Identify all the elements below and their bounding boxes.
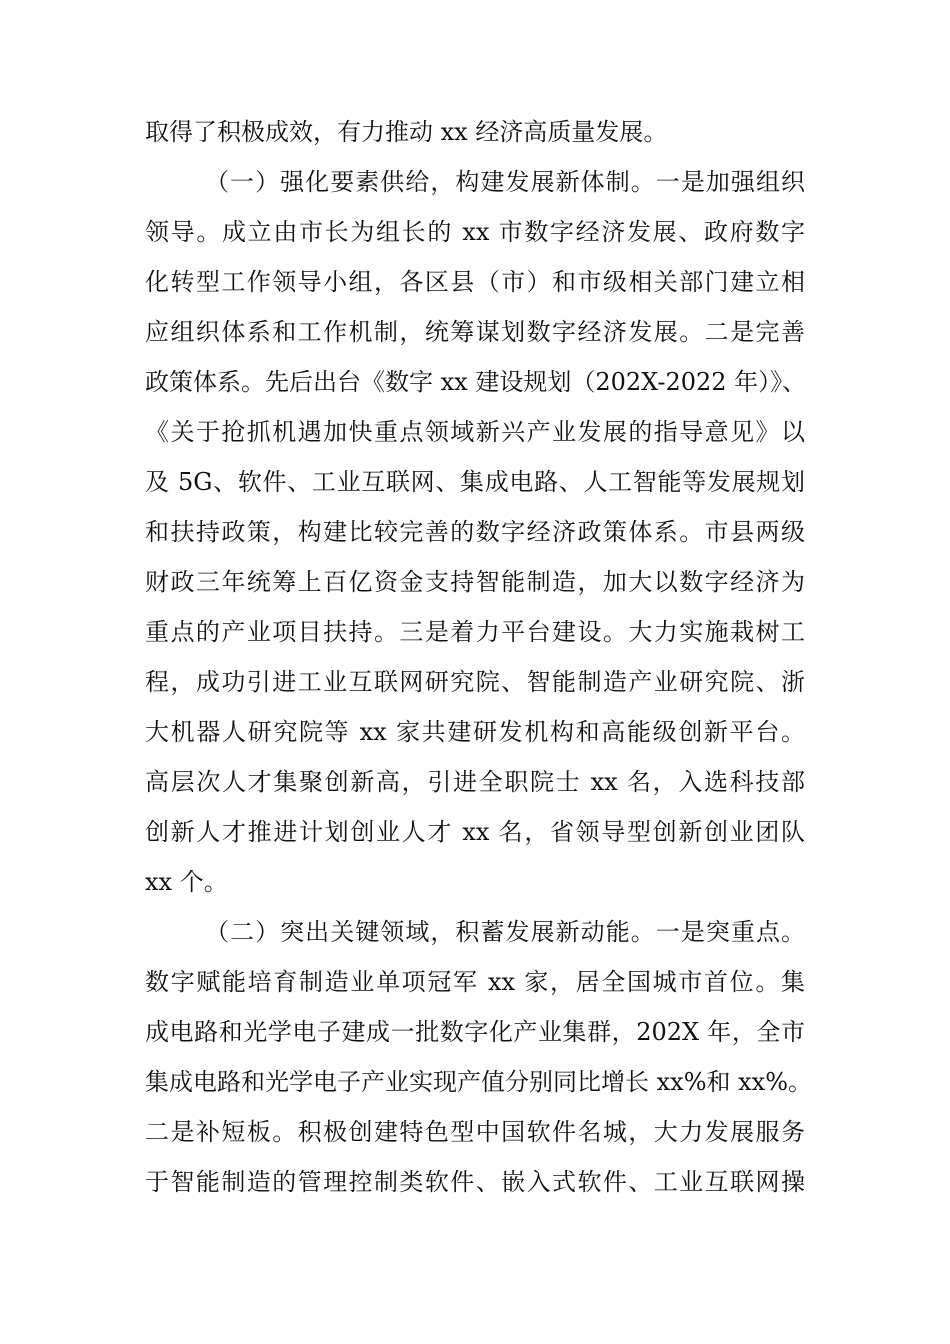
text-line: 及 5G、软件、工业互联网、集成电路、人工智能等发展规划 bbox=[145, 468, 805, 496]
text-line: （二）突出关键领域，积蓄发展新动能。一是突重点。 bbox=[205, 918, 805, 946]
text-line: 重点的产业项目扶持。三是着力平台建设。大力实施栽树工 bbox=[145, 618, 805, 646]
text-line: 成电路和光学电子建成一批数字化产业集群，202X 年，全市 bbox=[145, 1018, 805, 1046]
text-line: 《关于抢抓机遇加快重点领域新兴产业发展的指导意见》以 bbox=[145, 418, 805, 446]
text-line: 高层次人才集聚创新高，引进全职院士 xx 名，入选科技部 bbox=[145, 768, 805, 796]
text-line: 程，成功引进工业互联网研究院、智能制造产业研究院、浙 bbox=[145, 668, 805, 696]
text-line: 政策体系。先后出台《数字 xx 建设规划（202X-2022 年）》、 bbox=[145, 368, 807, 396]
text-line: （一）强化要素供给，构建发展新体制。一是加强组织 bbox=[205, 168, 805, 196]
text-line: 数字赋能培育制造业单项冠军 xx 家，居全国城市首位。集 bbox=[145, 968, 805, 996]
text-line: 应组织体系和工作机制，统筹谋划数字经济发展。二是完善 bbox=[145, 318, 805, 346]
text-line: 领导。成立由市长为组长的 xx 市数字经济发展、政府数字 bbox=[145, 218, 805, 246]
text-line: xx 个。 bbox=[145, 868, 228, 896]
text-line: 财政三年统筹上百亿资金支持智能制造，加大以数字经济为 bbox=[145, 568, 805, 596]
text-line: 和扶持政策，构建比较完善的数字经济政策体系。市县两级 bbox=[145, 518, 805, 546]
text-line: 集成电路和光学电子产业实现产值分别同比增长 xx%和 xx%。 bbox=[145, 1068, 813, 1096]
text-line: 取得了积极成效，有力推动 xx 经济高质量发展。 bbox=[145, 118, 668, 146]
text-line: 化转型工作领导小组，各区县（市）和市级相关部门建立相 bbox=[145, 268, 805, 296]
text-line: 二是补短板。积极创建特色型中国软件名城，大力发展服务 bbox=[145, 1118, 805, 1146]
text-line: 于智能制造的管理控制类软件、嵌入式软件、工业互联网操 bbox=[145, 1168, 805, 1196]
text-line: 大机器人研究院等 xx 家共建研发机构和高能级创新平台。 bbox=[145, 718, 805, 746]
text-line: 创新人才推进计划创业人才 xx 名，省领导型创新创业团队 bbox=[145, 818, 805, 846]
